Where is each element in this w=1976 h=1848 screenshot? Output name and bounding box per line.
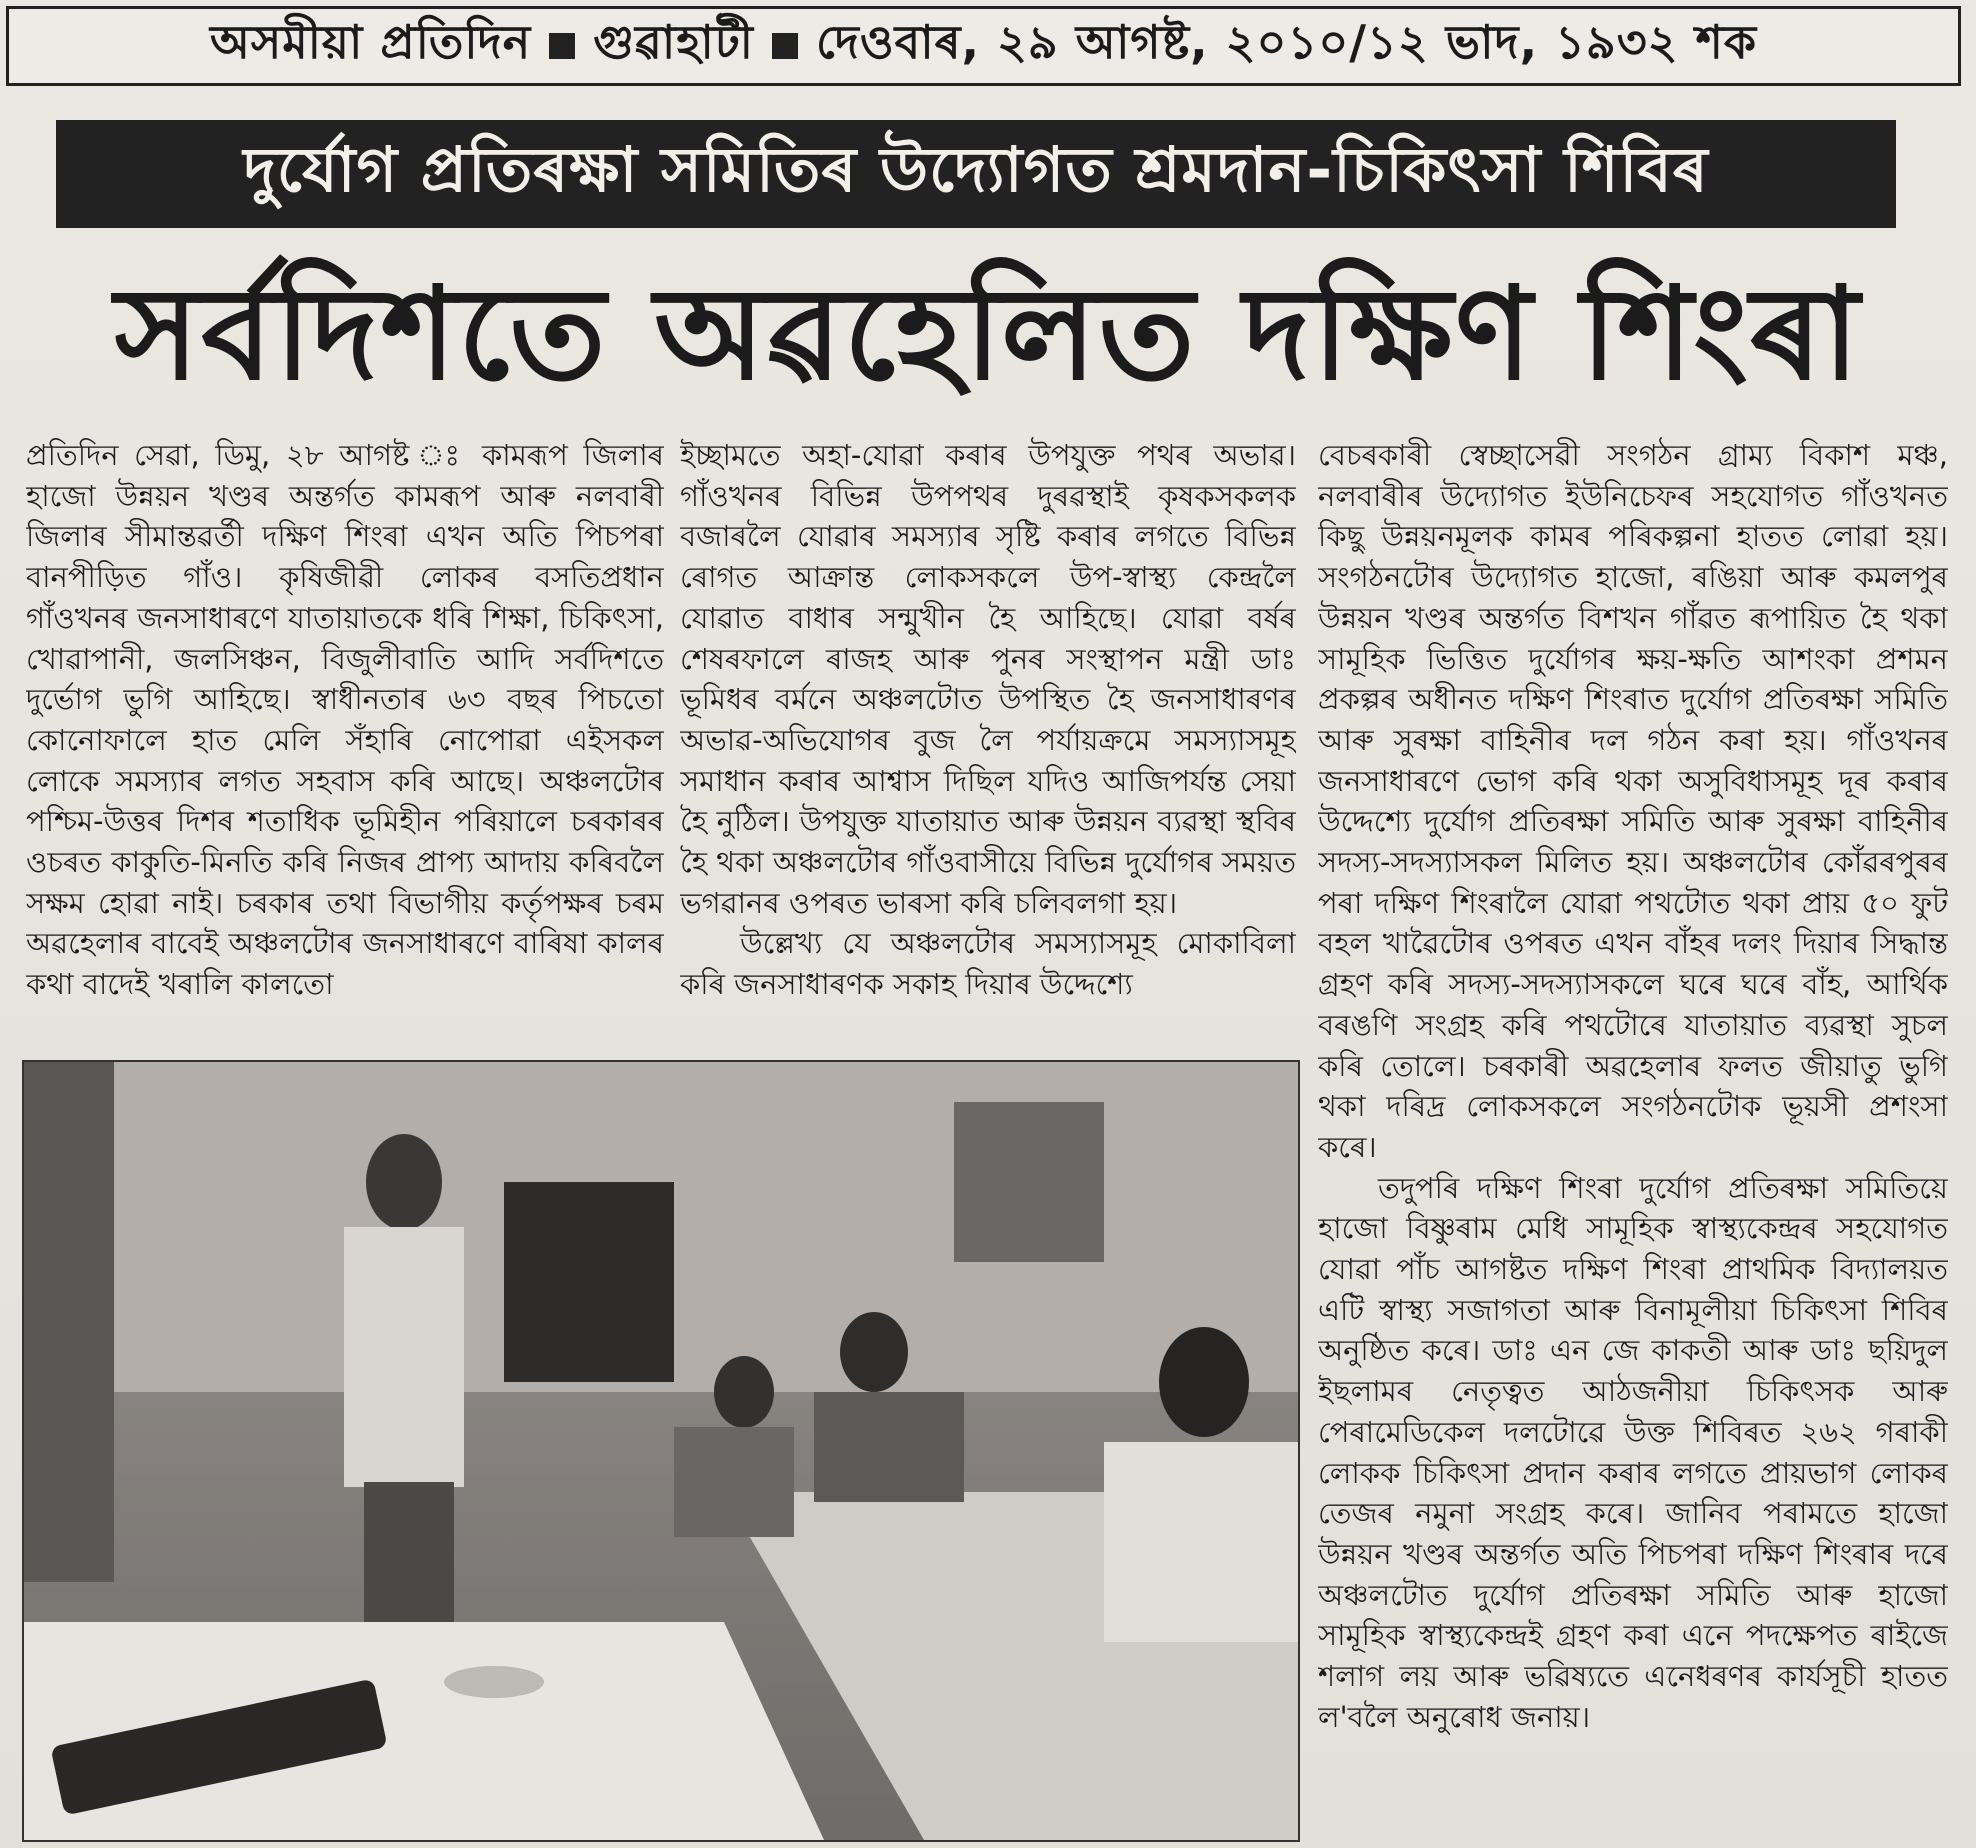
news-photo-medical-camp — [22, 1060, 1300, 1842]
kicker-text: দুৰ্যোগ প্ৰতিৰক্ষা সমিতিৰ উদ্যোগত শ্ৰমদান-চিকিৎসা শিবিৰ — [243, 132, 1709, 206]
dateline-city: গুৱাহাটী — [593, 15, 754, 69]
article-column-2 — [680, 435, 1296, 1055]
kicker-banner — [56, 120, 1896, 228]
article-paragraph: বেচৰকাৰী স্বেচ্ছাসেৱী সংগঠন গ্ৰাম্য বিকাশ মঞ্চ, নলবাৰীৰ উদ্যোগত ইউনিচেফৰ সহযোগত গাঁওখনত কিছু উন্নয়নমূলক কামৰ পৰিকল্পনা হাতত লোৱা হয়। সংগঠনটোৰ উদ্যোগত হাজো, ৰঙিয়া আৰু কমলপুৰ উন্নয়ন খণ্ডৰ অন্তৰ্গত বিশখন গাঁৱত ৰূপায়িত হৈ থকা সামূহিক ভিত্তিত দুৰ্যোগৰ ক্ষয়-ক্ষতি আশংকা প্ৰশমন প্ৰকল্পৰ অধীনত দক্ষিণ শিংৰাত দুৰ্যোগ প্ৰতিৰক্ষা সমিতি আৰু সুৰক্ষা বাহিনীৰ দল গঠন কৰা হয়। গাঁওখনৰ জনসাধাৰণে ভোগ কৰি থকা অসুবিধাসমূহ দূৰ কৰাৰ উদ্দেশ্যে দুৰ্যোগ প্ৰতিৰক্ষা সমিতি আৰু সুৰক্ষা বাহিনীৰ সদস্য-সদস্যাসকল মিলিত হয়। অঞ্চলটোৰ কোঁৱৰপুৰৰ পৰা দক্ষিণ শিংৰালৈ যোৱা পথটোত থকা প্ৰায় ৫০ ফুট বহল খাৱৈটোৰ ওপৰত এখন বাঁহৰ দলং দিয়াৰ সিদ্ধান্ত গ্ৰহণ কৰি সদস্য-সদস্যাসকলে ঘৰে ঘৰে বাঁহ, আৰ্থিক বৰঙণি সংগ্ৰহ কৰি পথটোৰে যাতায়াত ব্যৱস্থা সুচল কৰি তোলে। চৰকাৰী অৱহেলাৰ ফলত জীয়াতু ভুগি থকা দৰিদ্ৰ লোকসকলে সংগঠনটোক ভূয়সী প্ৰশংসা কৰে। — [1318, 438, 1948, 1164]
publication-date: দেওবাৰ, ২৯ আগষ্ট, ২০১০/১২ ভাদ, ১৯৩২ শক — [815, 15, 1757, 69]
newspaper-name: অসমীয়া প্ৰতিদিন — [210, 15, 532, 69]
square-bullet-icon — [772, 33, 798, 59]
article-paragraph: প্ৰতিদিন সেৱা, ডিমু, ২৮ আগষ্ট ঃ কামৰূপ জিলাৰ হাজো উন্নয়ন খণ্ডৰ অন্তৰ্গত কামৰূপ আৰু নলবাৰী জিলাৰ সীমান্তৱৰ্তী দক্ষিণ শিংৰা এখন অতি পিচপৰা বানপীড়িত গাঁও। কৃষিজীৱী লোকৰ বসতিপ্ৰধান গাঁওখনৰ জনসাধাৰণে যাতায়াতকে ধৰি শিক্ষা, চিকিৎসা, খোৱাপানী, জলসিঞ্চন, বিজুলীবাতি আদি সৰ্বদিশতে দুৰ্ভোগ ভুগি আহিছে। স্বাধীনতাৰ ৬৩ বছৰ পিচতো কোনোফালে হাত মেলি সঁহাৰি নোপোৱা এইসকল লোকে সমস্যাৰ লগত সহবাস কৰি আছে। অঞ্চলটোৰ পশ্চিম-উত্তৰ দিশৰ শতাধিক ভূমিহীন পৰিয়ালে চৰকাৰৰ ওচৰত কাকুতি-মিনতি কৰি নিজৰ প্ৰাপ্য আদায় কৰিবলৈ সক্ষম হোৱা নাই। চৰকাৰ তথা বিভাগীয় কৰ্তৃপক্ষৰ চৰম অৱহেলাৰ বাবেই অঞ্চলটোৰ জনসাধাৰণে বাৰিষা কালৰ কথা বাদেই খৰালি কালতো — [26, 438, 664, 1002]
headline-text: সৰ্বদিশতে অৱহেলিত দক্ষিণ শিংৰা — [114, 259, 1862, 409]
article-column-3 — [1318, 435, 1948, 1835]
square-bullet-icon — [549, 33, 575, 59]
article-paragraph: উল্লেখ্য যে অঞ্চলটোৰ সমস্যাসমূহ মোকাবিলা কৰি জনসাধাৰণক সকাহ দিয়াৰ উদ্দেশ্যে — [680, 926, 1296, 1002]
article-paragraph: ইচ্ছামতে অহা-যোৱা কৰাৰ উপযুক্ত পথৰ অভাৱ। গাঁওখনৰ বিভিন্ন উপপথৰ দুৰৱস্থাই কৃষকসকলক বজাৰলৈ যোৱাৰ সমস্যাৰ সৃষ্টি কৰাৰ লগতে বিভিন্ন ৰোগত আক্ৰান্ত লোকসকলে উপ-স্বাস্থ্য কেন্দ্ৰলৈ যোৱাত বাধাৰ সন্মুখীন হৈ আহিছে। যোৱা বৰ্ষৰ শেষৰফালে ৰাজহ আৰু পুনৰ সংস্থাপন মন্ত্ৰী ডাঃ ভূমিধৰ বৰ্মনে অঞ্চলটোত উপস্থিত হৈ জনসাধাৰণৰ অভাৱ-অভিযোগৰ বুজ লৈ পৰ্যায়ক্ৰমে সমস্যাসমূহ সমাধান কৰাৰ আশ্বাস দিছিল যদিও আজিপৰ্যন্ত সেয়া হৈ নুঠিল। উপযুক্ত যাতায়াত আৰু উন্নয়ন ব্যৱস্থা স্থবিৰ হৈ থকা অঞ্চলটোৰ গাঁওবাসীয়ে বিভিন্ন দুৰ্যোগৰ সময়ত ভগৱানৰ ওপৰত ভাৰসা কৰি চলিবলগা হয়। — [680, 438, 1296, 920]
headline — [18, 259, 1958, 418]
article-column-1 — [26, 435, 664, 1055]
article-paragraph: তদুপৰি দক্ষিণ শিংৰা দুৰ্যোগ প্ৰতিৰক্ষা সমিতিয়ে হাজো বিষ্ণুৰাম মেধি সামূহিক স্বাস্থ্যকেন্দ্ৰৰ সহযোগত যোৱা পাঁচ আগষ্টত দক্ষিণ শিংৰা প্ৰাথমিক বিদ্যালয়ত এটি স্বাস্থ্য সজাগতা আৰু বিনামূলীয়া চিকিৎসা শিবিৰ অনুষ্ঠিত কৰে। ডাঃ এন জে কাকতী আৰু ডাঃ ছয়িদুল ইছলামৰ নেতৃত্বত আঠজনীয়া চিকিৎসক আৰু পেৰামেডিকেল দলটোৱে উক্ত শিবিৰত ২৬২ গৰাকী লোকক চিকিৎসা প্ৰদান কৰাৰ লগতে প্ৰায়ভাগ লোকৰ তেজৰ নমুনা সংগ্ৰহ কৰে। জানিব পৰামতে হাজো উন্নয়ন খণ্ডৰ অন্তৰ্গত অতি পিচপৰা দক্ষিণ শিংৰাৰ দৰে অঞ্চলটোত দুৰ্যোগ প্ৰতিৰক্ষা সমিতি আৰু হাজো সামূহিক স্বাস্থ্যকেন্দ্ৰই গ্ৰহণ কৰা এনে পদক্ষেপত ৰাইজে শলাগ লয় আৰু ভৱিষ্যতে এনেধৰণৰ কাৰ্যসূচী হাতত ল'বলৈ অনুৰোধ জনায়। — [1318, 1170, 1948, 1734]
photo-illustration — [24, 1062, 1298, 1840]
masthead — [6, 6, 1961, 86]
